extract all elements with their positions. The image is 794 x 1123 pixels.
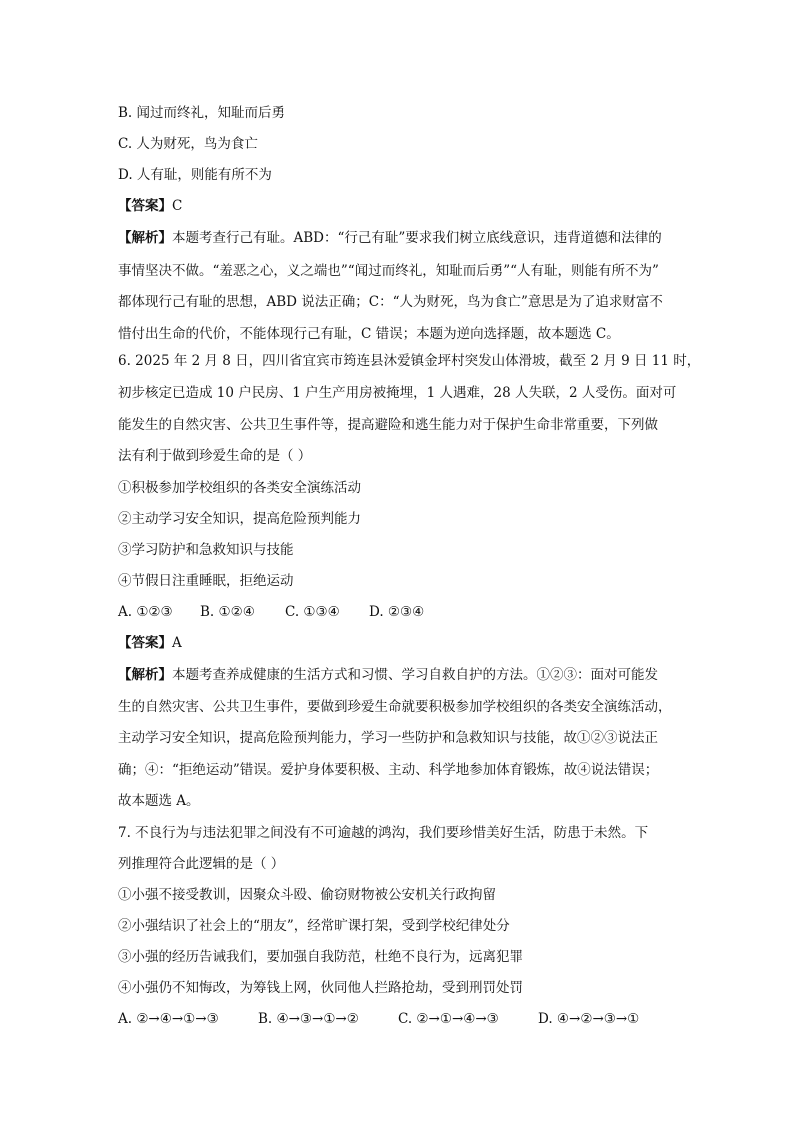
q6-stem-line-1: 6. 2025 年 2 月 8 日，四川省宜宾市筠连县沐爱镇金坪村突发山体滑坡，截至 2 月 9 日 11 时，: [118, 353, 701, 369]
analysis-text: 本题考查养成健康的生活方式和习惯、学习自救自护的方法。①②③：面对可能发: [172, 667, 658, 683]
answer-value: A: [172, 635, 182, 651]
q5-analysis-line-4: 惜付出生命的代价，不能体现行己有耻，C 错误；本题为逆向选择题，故本题选 C。: [118, 326, 620, 342]
q5-option-c: C. 人为财死，鸟为食亡: [118, 136, 258, 152]
q6-analysis-line-5: 故本题选 A。: [118, 793, 200, 809]
answer-tag: 【答案】: [118, 198, 172, 214]
q6-option-b: B. ①②④: [200, 604, 255, 620]
q6-answer-line: [118, 634, 688, 652]
q7-stem-line-1: 7. 不良行为与违法犯罪之间没有不可逾越的鸿沟，我们要珍惜美好生活，防患于未然。下: [118, 825, 649, 841]
q7-option-c: C. ②→①→④→③: [398, 1011, 499, 1027]
q7-item-2: ②小强结识了社会上的“朋友”，经常旷课打架，受到学校纪律处分: [118, 918, 510, 934]
q6-analysis-line-4: 确；④：“拒绝运动”错误。爱护身体要积极、主动、科学地参加体育锻炼，故④说法错误；: [118, 762, 659, 778]
q5-analysis-line-1: [118, 229, 688, 247]
analysis-tag: 【解析】: [118, 667, 172, 683]
answer-tag: 【答案】: [118, 635, 172, 651]
q6-analysis-line-2: 生的自然灾害、公共卫生事件，要做到珍爱生命就要积极参加学校组织的各类安全演练活动，: [118, 699, 672, 715]
q6-stem-line-3: 能发生的自然灾害、公共卫生事件等，提高避险和逃生能力对于保护生命非常重要，下列做: [118, 417, 658, 433]
q6-options: [118, 603, 688, 621]
answer-value: C: [172, 198, 183, 214]
q7-option-a: A. ②→④→①→③: [118, 1011, 219, 1027]
q6-stem-line-4: 法有利于做到珍爱生命的是（ ）: [118, 448, 312, 464]
q5-option-d: D. 人有耻，则能有所不为: [118, 167, 272, 183]
q7-option-b: B. ④→③→①→②: [258, 1011, 359, 1027]
q6-item-4: ④节假日注重睡眠，拒绝运动: [118, 573, 294, 589]
q6-option-a: A. ①②③: [118, 604, 173, 620]
q7-item-1: ①小强不接受教训，因聚众斗殴、偷窃财物被公安机关行政拘留: [118, 887, 496, 903]
q5-option-b: B. 闻过而终礼，知耻而后勇: [118, 105, 286, 121]
q6-stem-line-2: 初步核定已造成 10 户民房、1 户生产用房被掩埋，1 人遇难，28 人失联，2 人受伤。面对可: [118, 385, 677, 401]
q6-option-d: D. ②③④: [369, 604, 425, 620]
q6-option-c: C. ①③④: [285, 604, 340, 620]
q7-options: [118, 1010, 688, 1028]
q6-item-3: ③学习防护和急救知识与技能: [118, 542, 294, 558]
q6-analysis-line-1: [118, 666, 688, 684]
q6-item-2: ②主动学习安全知识，提高危险预判能力: [118, 511, 361, 527]
analysis-text: 本题考查行己有耻。ABD：“行己有耻”要求我们树立底线意识，违背道德和法律的: [172, 230, 662, 246]
q7-item-3: ③小强的经历告诫我们，要加强自我防范，杜绝不良行为，远离犯罪: [118, 949, 523, 965]
q7-option-d: D. ④→②→③→①: [538, 1011, 640, 1027]
analysis-tag: 【解析】: [118, 230, 172, 246]
q5-analysis-line-3: 都体现行己有耻的思想，ABD 说法正确；C：“人为财死，鸟为食亡”意思是为了追求财富不: [118, 294, 663, 310]
q5-answer-line: [118, 197, 688, 215]
q6-analysis-line-3: 主动学习安全知识，提高危险预判能力，学习一些防护和急救知识与技能，故①②③说法正: [118, 730, 658, 746]
q7-stem-line-2: 列推理符合此逻辑的是（ ）: [118, 856, 285, 872]
q6-item-1: ①积极参加学校组织的各类安全演练活动: [118, 480, 361, 496]
q7-item-4: ④小强仍不知悔改，为筹钱上网，伙同他人拦路抢劫，受到刑罚处罚: [118, 980, 523, 996]
q5-analysis-line-2: 事情坚决不做。“羞恶之心，义之端也”“闻过而终礼，知耻而后勇”“人有耻，则能有所不为”: [118, 263, 659, 279]
